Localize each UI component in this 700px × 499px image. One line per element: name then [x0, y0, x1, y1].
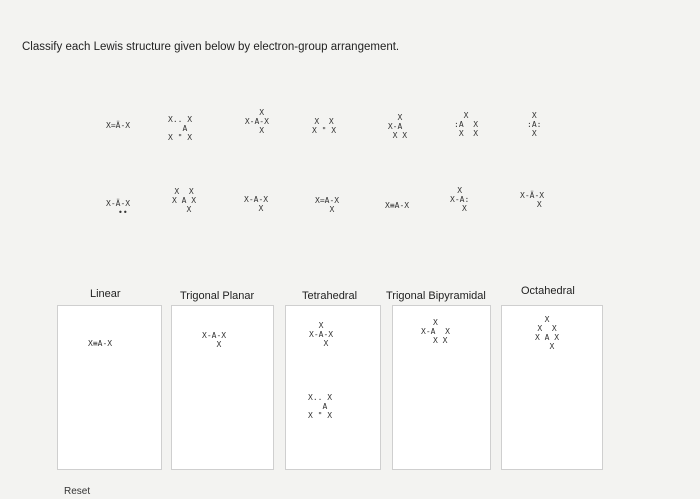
lewis-structure-card[interactable]: X X-A: X: [450, 186, 470, 213]
lewis-structure-card[interactable]: X X X X A X X: [535, 315, 560, 351]
lewis-structure-card[interactable]: X-Ä-X ••: [106, 199, 131, 217]
lewis-structure-card[interactable]: X=Ä-X: [106, 121, 131, 130]
category-label-linear: Linear: [90, 288, 121, 300]
category-label-trigonal-planar: Trigonal Planar: [180, 290, 255, 302]
category-label-trigonal-bipyramidal: Trigonal Bipyramidal: [386, 290, 486, 302]
reset-button[interactable]: Reset: [64, 486, 91, 497]
lewis-structure-card[interactable]: X≡A-X: [385, 201, 410, 210]
drop-zone-linear[interactable]: [57, 305, 162, 470]
lewis-structure-card[interactable]: X.. X A X " X: [308, 393, 333, 420]
lewis-structure-card[interactable]: X-Ä-X X: [520, 191, 545, 209]
lewis-structure-card[interactable]: X :A X X X: [454, 111, 479, 138]
lewis-structure-card[interactable]: X X-A X X X: [421, 318, 450, 345]
lewis-structure-card[interactable]: X X-A-X X: [244, 108, 269, 135]
instruction-text: Classify each Lewis structure given below by electron-group arrangement.: [22, 41, 400, 53]
drop-zone-trigonal-bipyramidal[interactable]: [392, 305, 491, 470]
lewis-structure-card[interactable]: X X X A X X: [172, 187, 197, 214]
lewis-structure-card[interactable]: X :A: X: [527, 111, 542, 138]
lewis-structure-card[interactable]: X=A-X X: [315, 196, 340, 214]
lewis-structure-card[interactable]: X X-A-X X: [309, 321, 334, 348]
lewis-structure-card[interactable]: X X X " X: [312, 117, 337, 135]
drop-zone-tetrahedral[interactable]: [285, 305, 381, 470]
lewis-structure-card[interactable]: X-A-X X: [202, 331, 227, 349]
drop-zone-trigonal-planar[interactable]: [171, 305, 274, 470]
lewis-structure-card[interactable]: X X-A X X: [387, 113, 408, 140]
lewis-structure-card[interactable]: X≡A-X: [88, 339, 113, 348]
lewis-structure-card[interactable]: X.. X A X " X: [168, 115, 193, 142]
lewis-structure-card[interactable]: X-A-X X: [244, 195, 269, 213]
drop-zone-octahedral[interactable]: [501, 305, 603, 470]
category-label-octahedral: Octahedral: [521, 285, 575, 297]
category-label-tetrahedral: Tetrahedral: [302, 290, 358, 302]
